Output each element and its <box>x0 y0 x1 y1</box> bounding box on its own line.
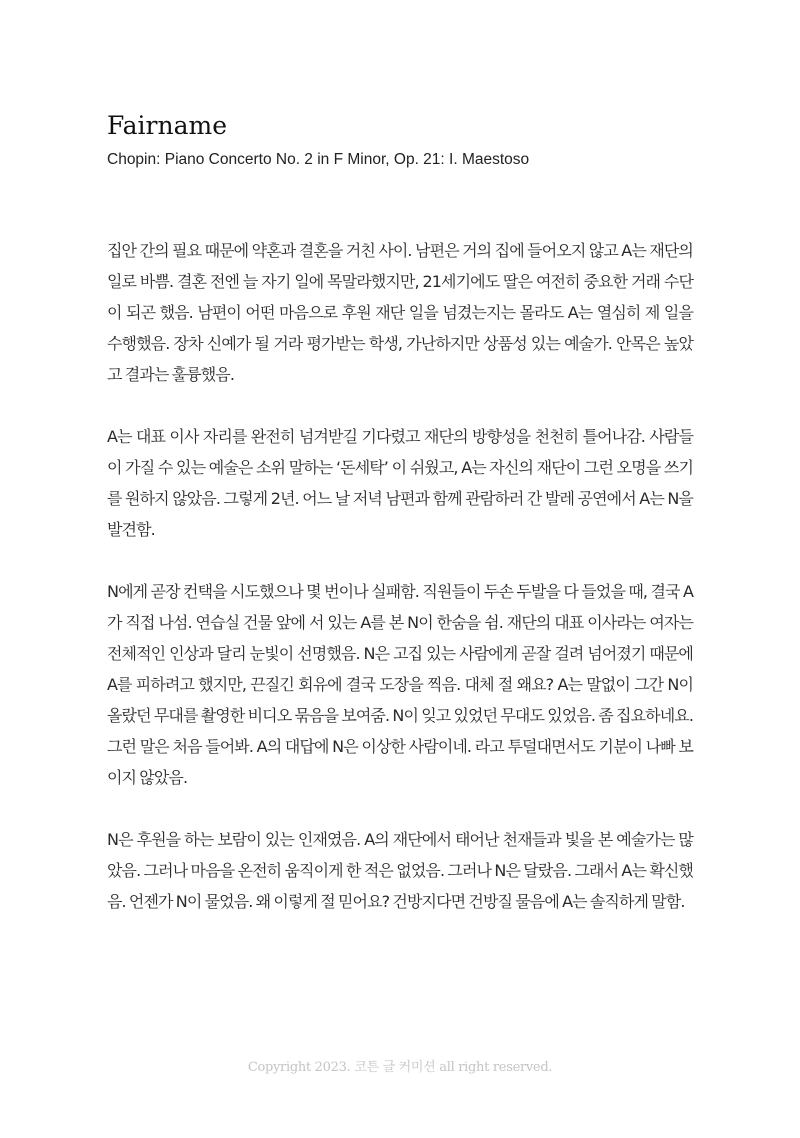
paragraph: N은 후원을 하는 보람이 있는 인재였음. A의 재단에서 태어난 천재들과 빛을 본 예술가는 많았음. 그러나 마음을 온전히 움직이게 한 적은 없었음. 그러나 N은 달랐음. 그래서 A는 확신했음. 언젠가 N이 물었음. 왜 이렇게 절 믿어요? 건방지다면 건방질 물음에 A는 솔직하게 말함. <box>107 830 693 911</box>
document-title: Fairname <box>107 111 228 140</box>
paragraph: A는 대표 이사 자리를 완전히 넘겨받길 기다렸고 재단의 방향성을 천천히 틀어나감. 사람들이 가질 수 있는 예술은 소위 말하는 ‘돈세탁’ 이 쉬웠고, A는 자신의 재단이 그런 오명을 쓰기를 원하지 않았음. 그렇게 2년. 어느 날 저녁 남편과 함께 관람하러 간 발레 공연에서 A는 N을 발견함. <box>107 427 693 539</box>
paragraph: N에게 곧장 컨택을 시도했으나 몇 번이나 실패함. 직원들이 두손 두발을 다 들었을 때, 결국 A가 직접 나섬. 연습실 건물 앞에 서 있는 A를 본 N이 한숨을 쉼. 재단의 대표 이사라는 여자는 전체적인 인상과 달리 눈빛이 선명했음. N은 고집 있는 사람에게 곧잘 걸려 넘어졌기 때문에 A를 피하려고 했지만, 끈질긴 회유에 결국 도장을 찍음. 대체 절 왜요? A는 말없이 그간 N이 올랐던 무대를 촬영한 비디오 묶음을 보여줌. N이 잊고 있었던 무대도 있었음. 좀 집요하네요. 그런 말은 처음 들어봐. A의 대답에 N은 이상한 사람이네. 라고 투덜대면서도 기분이 나빠 보이지 않았음. <box>107 582 693 787</box>
document-subtitle: Chopin: Piano Concerto No. 2 in F Minor, Op. 21: I. Maestoso <box>107 151 530 168</box>
document-body <box>107 235 693 948</box>
copyright-footer: Copyright 2023. 코튼 글 커미션 all right reserved. <box>247 1060 553 1075</box>
paragraph: 집안 간의 필요 때문에 약혼과 결혼을 거친 사이. 남편은 거의 집에 들어오지 않고 A는 재단의 일로 바쁨. 결혼 전엔 늘 자기 일에 목말라했지만, 21세기에도 딸은 여전히 중요한 거래 수단이 되곤 했음. 남편이 어떤 마음으로 후원 재단 일을 넘겼는지는 몰라도 A는 열심히 제 일을 수행했음. 장차 신예가 될 거라 평가받는 학생, 가난하지만 상품성 있는 예술가. 안목은 높았고 결과는 훌륭했음. <box>107 241 693 384</box>
